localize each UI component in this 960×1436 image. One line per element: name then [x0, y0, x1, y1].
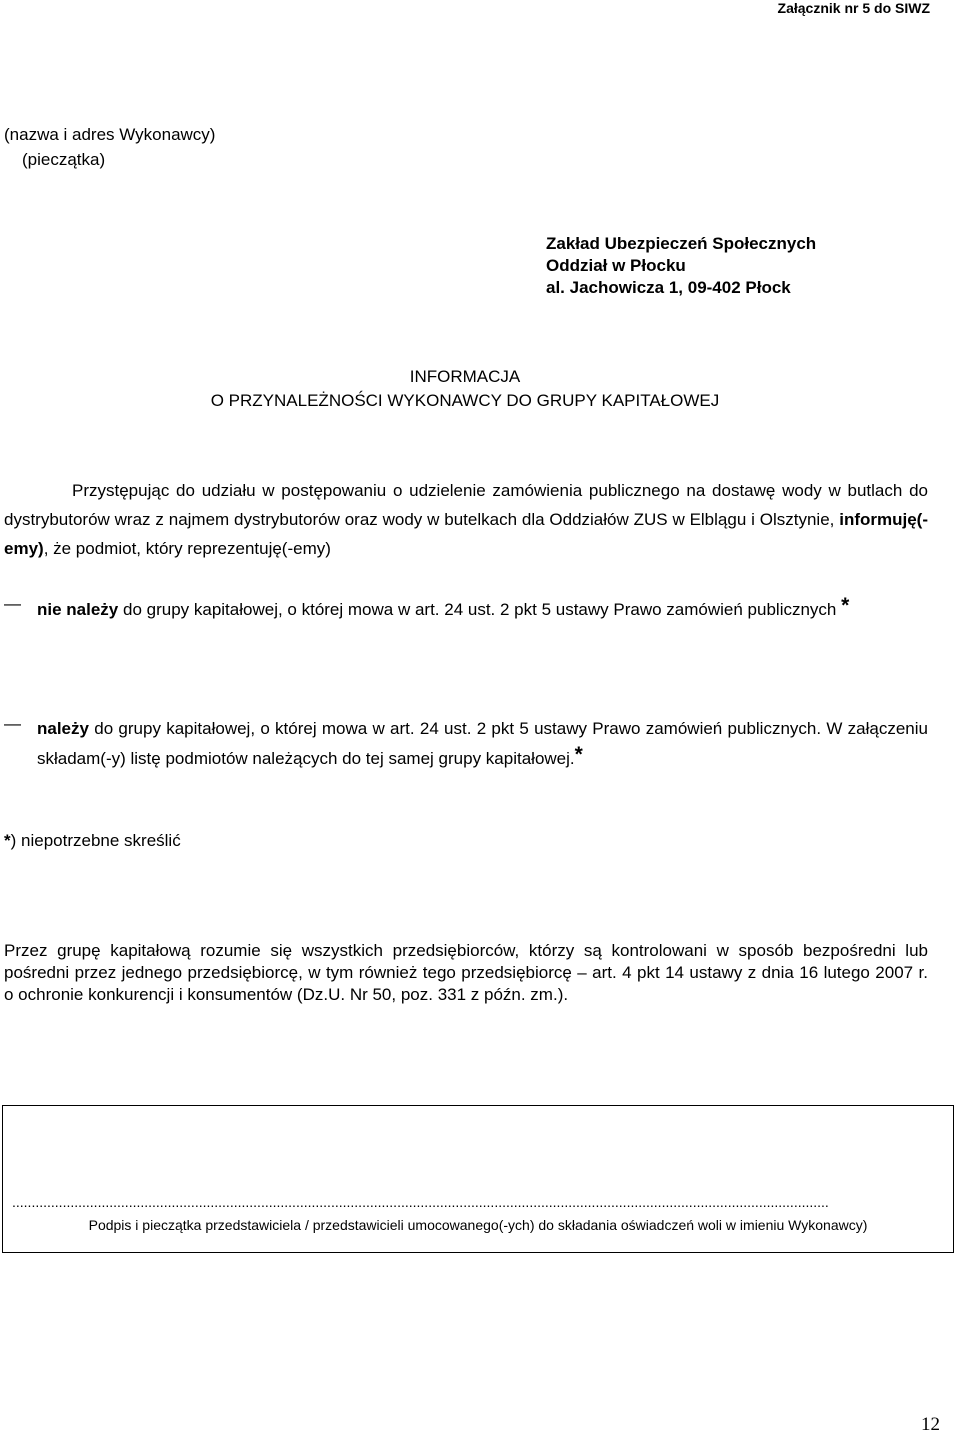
definition-paragraph: Przez grupę kapitałową rozumie się wszystkich przedsiębiorców, którzy są kontrolowani w sposób bezpośredni lub pośredni przez jednego przedsiębiorcę, w tym również tego przedsiębiorcę – art. 4 pkt 14 ustawy z dnia 16 lutego 2007 r. o ochronie konkurencji i konsumentów (Dz.U. Nr 50, poz. 331 z późn. zm.).	[4, 941, 928, 1004]
option-dash: —	[4, 594, 21, 613]
option-not-member	[4, 594, 928, 624]
asterisk-mark: *	[841, 594, 850, 617]
intro-text-1: Przystępując do udziału w postępowaniu o udzielenie zamówienia publicznego na dostawę wody w butlach do dystrybutorów wraz z najmem dystrybutorów oraz wody w butelkach dla Oddziałów ZUS w Elblągu i Olsztynie,	[4, 481, 928, 529]
intro-paragraph	[4, 476, 928, 563]
title-line-2: O PRZYNALEŻNOŚCI WYKONAWCY DO GRUPY KAPITAŁOWEJ	[210, 391, 720, 410]
document-title	[0, 365, 930, 413]
option-member	[4, 714, 928, 773]
asterisk-mark: *	[574, 743, 583, 766]
option-text: do grupy kapitałowej, o której mowa w art. 24 ust. 2 pkt 5 ustawy Prawo zamówień publicznych	[118, 600, 842, 619]
footnote	[4, 829, 181, 853]
option-bold: należy	[37, 719, 89, 738]
footnote-mark: *	[4, 831, 11, 850]
signature-box	[2, 1105, 954, 1253]
addressee-block	[546, 233, 816, 299]
option-bold: nie należy	[37, 600, 119, 619]
footnote-text: ) niepotrzebne skreślić	[10, 831, 181, 850]
attachment-label: Załącznik nr 5 do SIWZ	[777, 0, 930, 16]
signature-line: ..................................................................................................................................................................................................................	[12, 1194, 829, 1210]
addressee-line-3: al. Jachowicza 1, 09-402 Płock	[546, 278, 791, 297]
intro-bold: informuję(-emy)	[4, 510, 928, 558]
page-number: 12	[921, 1414, 940, 1435]
contractor-placeholder	[4, 122, 215, 172]
option-dash: —	[4, 714, 21, 733]
signature-caption: Podpis i pieczątka przedstawiciela / przedstawicieli umocowanego(-ych) do składania oświadczeń woli w imieniu Wykonawcy)	[88, 1217, 868, 1233]
addressee-line-2: Oddział w Płocku	[546, 256, 686, 275]
title-line-1: INFORMACJA	[409, 367, 521, 386]
option-text: do grupy kapitałowej, o której mowa w art. 24 ust. 2 pkt 5 ustawy Prawo zamówień publicznych. W załączeniu składam(-y) listę podmiotów należących do tej samej grupy kapitałowej.	[37, 719, 928, 768]
contractor-stamp: (pieczątka)	[22, 150, 106, 169]
contractor-name-address: (nazwa i adres Wykonawcy)	[4, 125, 216, 144]
addressee-line-1: Zakład Ubezpieczeń Społecznych	[546, 234, 817, 253]
intro-text-2: , że podmiot, który reprezentuję(-emy)	[43, 539, 331, 558]
